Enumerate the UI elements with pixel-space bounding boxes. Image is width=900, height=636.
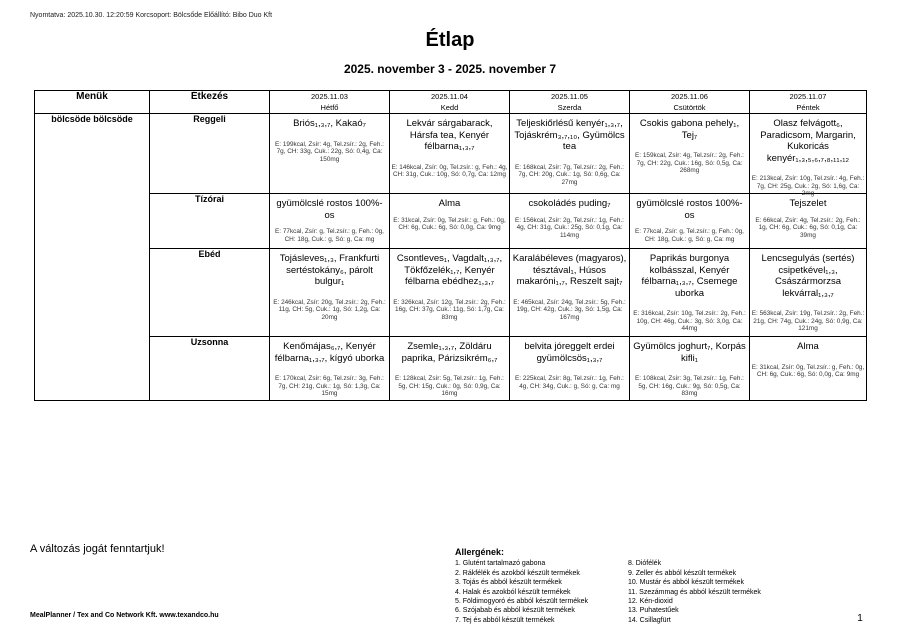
day-header-tuesday (390, 91, 510, 114)
menu-cell (510, 114, 630, 194)
nutrition-info: E: 316kcal, Zsír: 10g, Tel.zsír.: 2g, Feh.: 10g, CH: 46g, Cuk.: 3g, Só: 3,0g, Ca: 44mg (633, 310, 746, 333)
menu-cell (390, 337, 510, 401)
menu-cell (390, 249, 510, 337)
nutrition-info: E: 225kcal, Zsír: 8g, Tel.zsír.: 1g, Feh.: 4g, CH: 34g, Cuk.: g, Só: g, Ca: mg (515, 375, 624, 390)
day-date: 2025.11.03 (311, 92, 348, 101)
dish-name: Tojásleves₁,₃, Frankfurti sertéstokány₆, párolt bulgur₁ (279, 253, 380, 287)
column-header-etkezes: Étkezés (150, 91, 270, 114)
dish-name: Teljeskiőrlésű kenyér₁,₃,₇, Tojáskrém₃,₇,₁₀, Gyümölcs tea (514, 118, 625, 152)
dish-name: Lencsegulyás (sertés) csipetkével₁,₃, Császármorzsa lekvárral₁,₃,₇ (761, 253, 855, 299)
allergen-item: 2. Rákfélék és azokból készült termékek (455, 569, 580, 577)
allergen-item: 1. Glutént tartalmazó gabona (455, 560, 546, 568)
menu-table (34, 90, 867, 401)
day-header-thursday (630, 91, 750, 114)
menu-cell (750, 337, 867, 401)
allergen-heading: Allergének: (455, 547, 505, 557)
nutrition-info: E: 199kcal, Zsír: 4g, Tel.zsír.: 2g, Feh.: 7g, CH: 33g, Cuk.: 22g, Só: 0,4g, Ca: 150mg (275, 140, 384, 163)
allergen-item: 9. Zeller és abból készült termékek (628, 569, 737, 577)
nutrition-info: E: 465kcal, Zsír: 24g, Tel.zsír.: 5g, Feh.: 19g, CH: 42g, Cuk.: 3g, Só: 1,5g, Ca: 167mg (513, 298, 626, 321)
menu-cell (270, 337, 390, 401)
nutrition-info: E: 66kcal, Zsír: 4g, Tel.zsír.: 2g, Feh.: 1g, CH: 6g, Cuk.: 6g, Só: 0,1g, Ca: 39mg (755, 216, 861, 239)
allergen-column-2 (628, 559, 828, 625)
menu-cell (270, 194, 390, 249)
menu-cell (270, 114, 390, 194)
menu-cell (510, 249, 630, 337)
dish-name: gyümölcslé rostos 100%-os (276, 198, 383, 221)
allergen-item: 4. Halak és azokból készült termékek (455, 588, 571, 596)
nutrition-info: E: 108kcal, Zsír: 3g, Tel.zsír.: 1g, Feh.: 5g, CH: 16g, Cuk.: 9g, Só: 0,5g, Ca: 83mg (635, 375, 744, 398)
dish-name: belvita jóreggelt erdei gyümölcsös₁,₃,₇ (524, 341, 615, 364)
allergen-item: 6. Szójabab és abból készült termékek (455, 607, 575, 615)
day-name: Kedd (440, 103, 459, 112)
nutrition-info: E: 213kcal, Zsír: 10g, Tel.zsír.: 4g, Feh.: 7g, CH: 25g, Cuk.: 2g, Só: 1,6g, Ca: 2mg (751, 175, 865, 198)
allergen-item: 8. Diófélék (628, 560, 662, 568)
allergen-item: 3. Tojás és abból készült termékek (455, 579, 562, 587)
day-date: 2025.11.05 (551, 92, 588, 101)
menu-cell (390, 194, 510, 249)
menu-cell (750, 249, 867, 337)
table-row-reggeli (35, 114, 867, 194)
nutrition-info: E: 159kcal, Zsír: 4g, Tel.zsír.: 2g, Feh.: 7g, CH: 22g, Cuk.: 16g, Só: 0,5g, Ca: 268mg (635, 152, 744, 175)
day-date: 2025.11.06 (671, 92, 708, 101)
dish-name: Briós₁,₃,₇, Kakaó₇ (293, 118, 366, 129)
page-title: Étlap (425, 29, 475, 51)
print-info: Nyomtatva: 2025.10.30. 12:20:59 Korcsoport: Bölcsőde Előállító: Bibo Duo Kft (30, 12, 273, 19)
allergen-item: 11. Szezámmag és abból készült termékek (628, 588, 761, 596)
day-name: Csütörtök (673, 103, 706, 112)
dish-name: Paprikás burgonya kolbásszal, Kenyér félbarna₁,₃,₇, Csemege uborka (641, 253, 738, 299)
allergen-item: 10. Mustár és abból készült termékek (628, 579, 744, 587)
dish-name: Olasz felvágott₆, Paradicsom, Margarin, Kukoricás kenyér₁,₃,₅,₆,₇,₈,₁₁,₁₂ (760, 118, 856, 164)
nutrition-info: E: 31kcal, Zsír: 0g, Tel.zsír.: g, Feh.: 0g, CH: 6g, Cuk.: 6g, Só: 0,0g, Ca: 9mg (751, 363, 865, 379)
nutrition-info: E: 128kcal, Zsír: 5g, Tel.zsír.: 1g, Feh.: 5g, CH: 15g, Cuk.: 0g, Só: 0,9g, Ca: 16mg (395, 375, 504, 398)
dish-name: Karalábéleves (magyaros), tésztával₁, Húsos makaróni₁,₇, Reszelt sajt₇ (512, 253, 627, 287)
dish-name: Csontleves₁, Vagdalt₁,₃,₇, Tökfőzelék₁,₇, Kenyér félbarna ebédhez₁,₃,₇ (396, 253, 503, 287)
page-number: 1 (857, 613, 863, 624)
nutrition-info: E: 146kcal, Zsír: 0g, Tel.zsír.: g, Feh.: 4g, CH: 31g, Cuk.: 10g, Só: 0,7g, Ca: 12mg (391, 163, 508, 179)
allergen-item: 7. Tej és abból készült termékek (455, 616, 555, 624)
day-header-monday (270, 91, 390, 114)
dish-name: Lekvár sárgabarack, Hársfa tea, Kenyér félbarna₁,₃,₇ (406, 118, 493, 152)
day-date: 2025.11.04 (431, 92, 468, 101)
menu-cell (630, 249, 750, 337)
allergen-item: 13. Puhatestűek (628, 607, 679, 615)
dish-name: Kenőmájas₆,₇, Kenyér félbarna₁,₃,₇, kígyó uborka (274, 341, 385, 364)
day-date: 2025.11.07 (789, 92, 827, 101)
menu-cell (750, 114, 867, 198)
dish-name: csokoládés puding₇ (528, 198, 611, 209)
nutrition-info: E: 326kcal, Zsír: 12g, Tel.zsír.: 2g, Feh.: 16g, CH: 37g, Cuk.: 11g, Só: 1,7g, Ca: 83mg (393, 298, 506, 321)
menu-cell (630, 194, 750, 249)
meal-label-uzsonna: Uzsonna (150, 337, 270, 401)
menu-cell (510, 337, 630, 401)
nutrition-info: E: 31kcal, Zsír: 0g, Tel.zsír.: g, Feh.: 0g, CH: 6g, Cuk.: 6g, Só: 0,0g, Ca: 9mg (393, 216, 506, 232)
table-row-ebed (35, 249, 867, 337)
dish-name: Zsemle₁,₃,₇, Zöldáru paprika, Párizsikrém₆,₇ (401, 341, 498, 364)
table-header-row (35, 91, 867, 114)
allergen-item: 12. Kén-dioxid (628, 598, 673, 606)
menu-cell (510, 194, 630, 249)
table-row-tizorai (35, 194, 867, 249)
nutrition-info: E: 563kcal, Zsír: 19g, Tel.zsír.: 2g, Feh.: 21g, CH: 74g, Cuk.: 24g, Só: 0,9g, Ca: 121mg (751, 310, 865, 333)
dish-name: Csokis gabona pehely₁, Tej₇ (639, 118, 740, 141)
footer-branding: MealPlanner / Tex and Co Network Kft. www.texandco.hu (30, 612, 219, 619)
date-range: 2025. november 3 - 2025. november 7 (343, 62, 557, 76)
allergen-item: 5. Földimogyoró és abból készült termékek (455, 598, 589, 606)
change-rights-note: A változás jogát fenntartjuk! (30, 543, 165, 555)
allergen-item: 14. Csillagfürt (628, 616, 671, 624)
menu-cell (630, 337, 750, 401)
menu-group-name: bölcsöde bölcsöde (35, 114, 150, 401)
column-header-menuk: Menük (35, 91, 150, 114)
table-row-uzsonna (35, 337, 867, 401)
dish-name: Gyümölcs joghurt₇, Korpás kifli₁ (633, 341, 746, 364)
day-name: Hétfő (320, 103, 339, 112)
menu-cell (270, 249, 390, 337)
dish-name: Tejszelet (789, 198, 827, 209)
dish-name: Alma (797, 341, 819, 352)
menu-cell (390, 114, 510, 194)
meal-label-reggeli: Reggeli (150, 114, 270, 194)
menu-cell (750, 194, 867, 249)
day-name: Szerda (557, 103, 582, 112)
nutrition-info: E: 246kcal, Zsír: 20g, Tel.zsír.: 2g, Feh.: 11g, CH: 5g, Cuk.: 1g, Só: 1,2g, Ca: 20mg (273, 298, 386, 321)
meal-label-ebed: Ebéd (150, 249, 270, 337)
day-name: Péntek (796, 103, 820, 112)
day-header-friday (750, 91, 867, 114)
nutrition-info: E: 168kcal, Zsír: 7g, Tel.zsír.: 2g, Feh.: 7g, CH: 20g, Cuk.: 1g, Só: 0,6g, Ca: 27mg (515, 163, 624, 186)
nutrition-info: E: 170kcal, Zsír: 6g, Tel.zsír.: 3g, Feh.: 7g, CH: 21g, Cuk.: 1g, Só: 1,3g, Ca: 15mg (275, 375, 384, 398)
allergen-column-1 (455, 559, 628, 625)
menu-cell (630, 114, 750, 194)
dish-name: gyümölcslé rostos 100%-os (636, 198, 743, 221)
dish-name: Alma (438, 198, 461, 209)
nutrition-info: E: 77kcal, Zsír: g, Tel.zsír.: g, Feh.: 0g, CH: 18g, Cuk.: g, Só: g, Ca: mg (275, 228, 384, 243)
nutrition-info: E: 156kcal, Zsír: 2g, Tel.zsír.: 1g, Feh.: 4g, CH: 31g, Cuk.: 25g, Só: 0,1g, Ca: 114mg (515, 216, 624, 239)
allergen-legend (455, 548, 828, 625)
nutrition-info: E: 77kcal, Zsír: g, Tel.zsír.: g, Feh.: 0g, CH: 18g, Cuk.: g, Só: g, Ca: mg (635, 228, 744, 243)
meal-label-tizorai: Tízórai (150, 194, 270, 249)
day-header-wednesday (510, 91, 630, 114)
